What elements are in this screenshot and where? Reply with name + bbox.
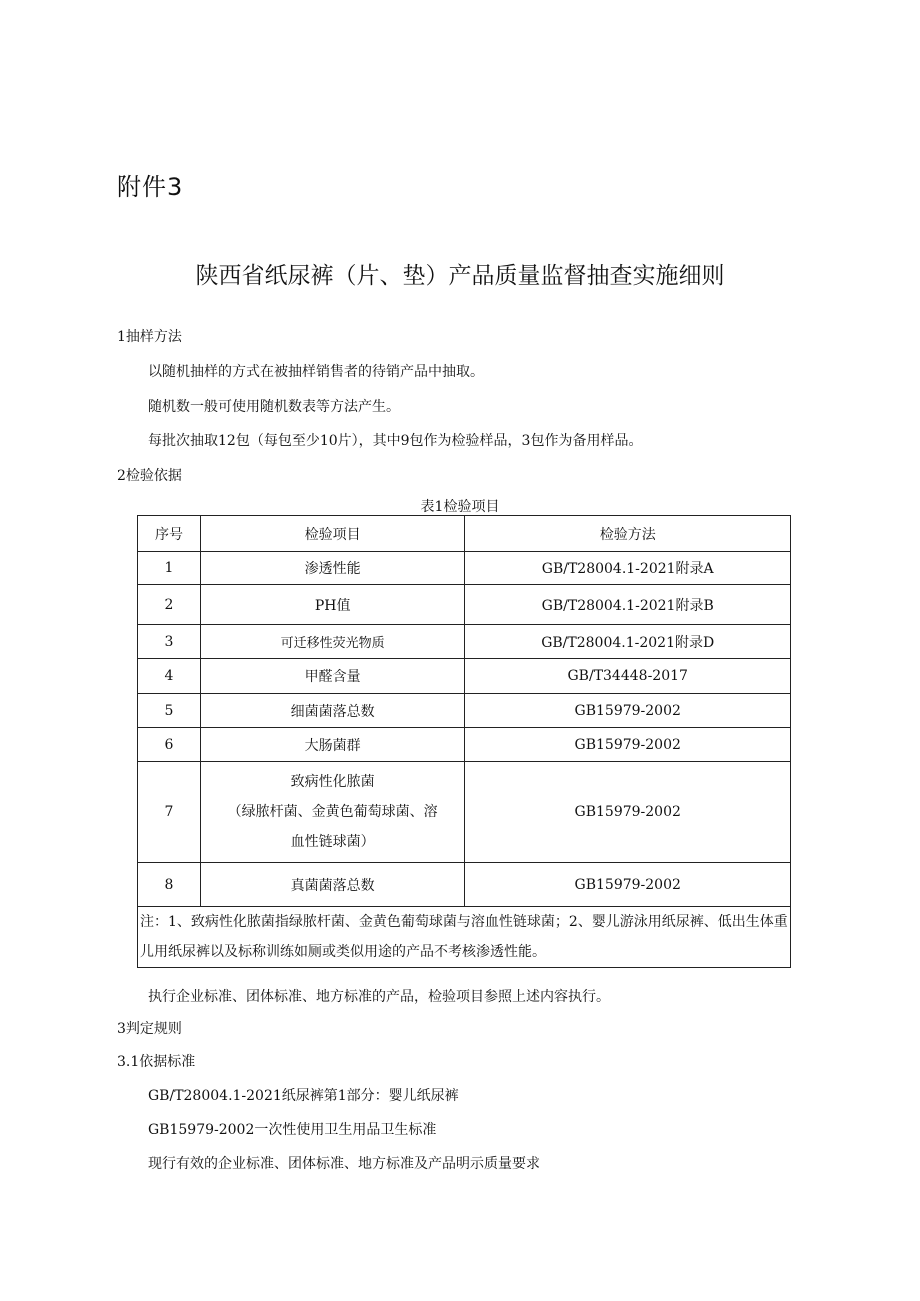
inspection-item: PH值 [200, 585, 465, 625]
item-line: 致病性化脓菌 [290, 774, 375, 790]
table-note: 注：1、致病性化脓菌指绿脓杆菌、金黄色葡萄球菌与溶血性链球菌；2、婴儿游泳用纸尿裤、低出生体重儿用纸尿裤以及标称训练如厕或类似用途的产品不考核渗透性能。 [138, 907, 791, 968]
item-line: （绿脓杆菌、金黄色葡萄球菌、溶 [227, 804, 438, 820]
inspection-method: GB/T34448-2017 [465, 659, 791, 694]
table-row [138, 694, 791, 728]
inspection-item: 细菌菌落总数 [200, 694, 465, 728]
inspection-method: GB15979-2002 [465, 694, 791, 728]
table-row [138, 552, 791, 585]
table-caption: 表1检验项目 [420, 499, 500, 515]
inspection-method: GB/T28004.1-2021附录B [465, 585, 791, 625]
table-row [138, 863, 791, 907]
attachment-label: 附件3 [117, 173, 184, 201]
table-row [138, 728, 791, 762]
row-number: 8 [138, 863, 201, 907]
standard-item: 现行有效的企业标准、团体标准、地方标准及产品明示质量要求 [148, 1156, 540, 1172]
standard-item: GB/T28004.1-2021纸尿裤第1部分：婴儿纸尿裤 [148, 1088, 459, 1104]
section1-paragraph: 随机数一般可使用随机数表等方法产生。 [148, 399, 400, 415]
section3-subheading: 3.1依据标准 [117, 1054, 196, 1070]
table-row [138, 762, 791, 863]
table-note-row [138, 907, 791, 968]
inspection-method: GB/T28004.1-2021附录A [465, 552, 791, 585]
row-number: 7 [138, 762, 201, 863]
row-number: 6 [138, 728, 201, 762]
row-number: 4 [138, 659, 201, 694]
row-number: 5 [138, 694, 201, 728]
column-header: 检验方法 [465, 516, 791, 552]
table-header-row [138, 516, 791, 552]
standard-item: GB15979-2002一次性使用卫生用品卫生标准 [148, 1122, 437, 1138]
inspection-method: GB15979-2002 [465, 728, 791, 762]
inspection-item: 可迁移性荧光物质 [200, 625, 465, 659]
section1-heading: 1抽样方法 [117, 329, 182, 345]
column-header: 序号 [138, 516, 201, 552]
after-table-paragraph: 执行企业标准、团体标准、地方标准的产品，检验项目参照上述内容执行。 [148, 989, 610, 1005]
item-line: 血性链球菌） [290, 834, 375, 850]
row-number: 3 [138, 625, 201, 659]
table-row [138, 659, 791, 694]
inspection-item: 真菌菌落总数 [200, 863, 465, 907]
inspection-item: 渗透性能 [200, 552, 465, 585]
inspection-method: GB15979-2002 [465, 762, 791, 863]
row-number: 1 [138, 552, 201, 585]
table-row [138, 585, 791, 625]
row-number: 2 [138, 585, 201, 625]
inspection-items-table [137, 515, 791, 968]
column-header: 检验项目 [200, 516, 465, 552]
section1-paragraph: 以随机抽样的方式在被抽样销售者的待销产品中抽取。 [148, 364, 484, 380]
inspection-item [200, 762, 465, 863]
inspection-item: 大肠菌群 [200, 728, 465, 762]
inspection-method: GB/T28004.1-2021附录D [465, 625, 791, 659]
inspection-item: 甲醛含量 [200, 659, 465, 694]
section3-heading: 3判定规则 [117, 1021, 182, 1037]
inspection-method: GB15979-2002 [465, 863, 791, 907]
section2-heading: 2检验依据 [117, 468, 182, 484]
document-title: 陕西省纸尿裤（片、垫）产品质量监督抽查实施细则 [195, 263, 725, 289]
section1-paragraph: 每批次抽取12包（每包至少10片），其中9包作为检验样品，3包作为备用样品。 [148, 433, 643, 449]
table-row [138, 625, 791, 659]
